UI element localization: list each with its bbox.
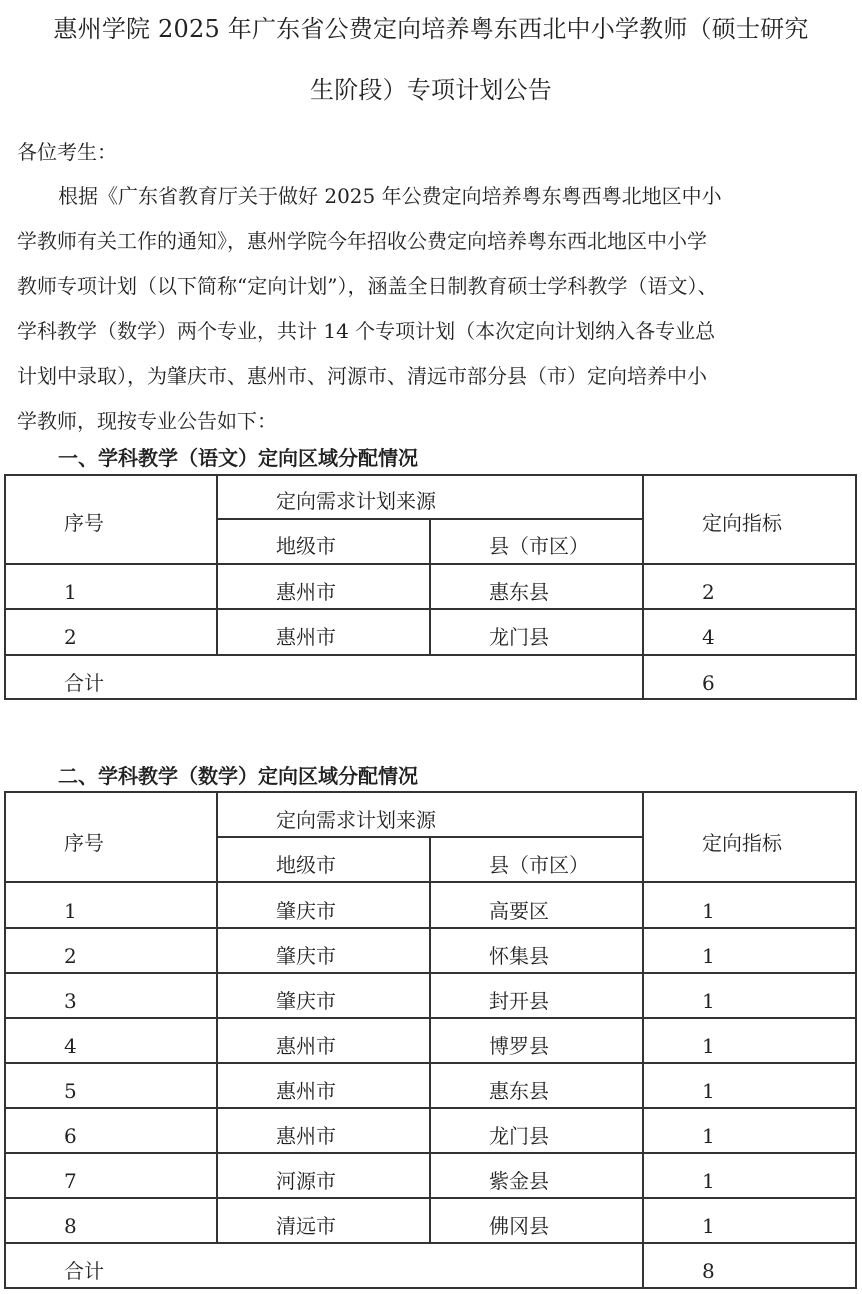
cell-quota: 4 <box>702 625 715 649</box>
cell-county: 惠东县 <box>489 580 549 604</box>
cell-city: 清远市 <box>276 1214 336 1238</box>
cell-city: 惠州市 <box>276 1079 336 1103</box>
total-value: 6 <box>702 671 715 695</box>
header-seq: 序号 <box>64 511 104 535</box>
header-county: 县（市区） <box>489 534 589 558</box>
cell-quota: 1 <box>702 989 715 1013</box>
salutation: 各位考生： <box>17 140 117 164</box>
page-title-line-2: 生阶段）专项计划公告 <box>310 76 552 104</box>
header-quota: 定向指标 <box>702 511 782 535</box>
header-county: 县（市区） <box>489 853 589 877</box>
header-seq: 序号 <box>64 831 104 855</box>
cell-quota: 1 <box>702 1034 715 1058</box>
cell-county: 龙门县 <box>489 1124 549 1148</box>
allocation-table-chinese <box>4 474 857 700</box>
cell-quota: 1 <box>702 944 715 968</box>
cell-seq: 3 <box>64 989 77 1013</box>
cell-quota: 1 <box>702 1124 715 1148</box>
cell-quota: 2 <box>702 580 715 604</box>
body-line: 学教师有关工作的通知》，惠州学院今年招收公费定向培养粤东西北地区中小学 <box>17 229 707 253</box>
allocation-table-math <box>4 791 857 1289</box>
cell-city: 惠州市 <box>276 580 336 604</box>
body-line: 计划中录取），为肇庆市、惠州市、河源市、清远市部分县（市）定向培养中小 <box>17 364 707 388</box>
page-title-line-1: 惠州学院 2025 年广东省公费定向培养粤东西北中小学教师（硕士研究 <box>53 15 809 43</box>
cell-city: 肇庆市 <box>276 944 336 968</box>
header-source: 定向需求计划来源 <box>276 489 436 513</box>
total-label: 合计 <box>64 1259 104 1283</box>
cell-quota: 1 <box>702 1214 715 1238</box>
header-quota: 定向指标 <box>702 831 782 855</box>
total-value: 8 <box>702 1259 715 1283</box>
cell-county: 博罗县 <box>489 1034 549 1058</box>
cell-seq: 2 <box>64 625 77 649</box>
cell-county: 紫金县 <box>489 1169 549 1193</box>
cell-city: 惠州市 <box>276 625 336 649</box>
cell-quota: 1 <box>702 1169 715 1193</box>
body-line: 学科教学（数学）两个专业，共计 14 个专项计划（本次定向计划纳入各专业总 <box>17 319 716 343</box>
header-city: 地级市 <box>276 853 336 877</box>
cell-seq: 1 <box>64 580 77 604</box>
body-line: 学教师，现按专业公告如下： <box>17 409 277 433</box>
cell-quota: 1 <box>702 1079 715 1103</box>
cell-seq: 5 <box>64 1079 77 1103</box>
cell-county: 佛冈县 <box>489 1214 549 1238</box>
cell-seq: 7 <box>64 1169 77 1193</box>
body-line: 教师专项计划（以下简称“定向计划”），涵盖全日制教育硕士学科教学（语文）、 <box>17 274 718 298</box>
cell-seq: 1 <box>64 899 77 923</box>
cell-city: 惠州市 <box>276 1124 336 1148</box>
cell-seq: 6 <box>64 1124 77 1148</box>
cell-seq: 2 <box>64 944 77 968</box>
body-line: 根据《广东省教育厅关于做好 2025 年公费定向培养粤东粤西粤北地区中小 <box>58 184 722 208</box>
section-heading-math: 二、学科教学（数学）定向区域分配情况 <box>58 764 418 788</box>
total-label: 合计 <box>64 671 104 695</box>
cell-quota: 1 <box>702 899 715 923</box>
cell-county: 惠东县 <box>489 1079 549 1103</box>
cell-seq: 4 <box>64 1034 77 1058</box>
cell-city: 惠州市 <box>276 1034 336 1058</box>
cell-county: 龙门县 <box>489 625 549 649</box>
section-heading-chinese: 一、学科教学（语文）定向区域分配情况 <box>58 446 418 470</box>
cell-county: 高要区 <box>489 899 549 923</box>
cell-city: 河源市 <box>276 1169 336 1193</box>
header-city: 地级市 <box>276 534 336 558</box>
cell-seq: 8 <box>64 1214 77 1238</box>
cell-county: 怀集县 <box>489 944 549 968</box>
header-source: 定向需求计划来源 <box>276 808 436 832</box>
cell-city: 肇庆市 <box>276 989 336 1013</box>
cell-city: 肇庆市 <box>276 899 336 923</box>
cell-county: 封开县 <box>489 989 549 1013</box>
